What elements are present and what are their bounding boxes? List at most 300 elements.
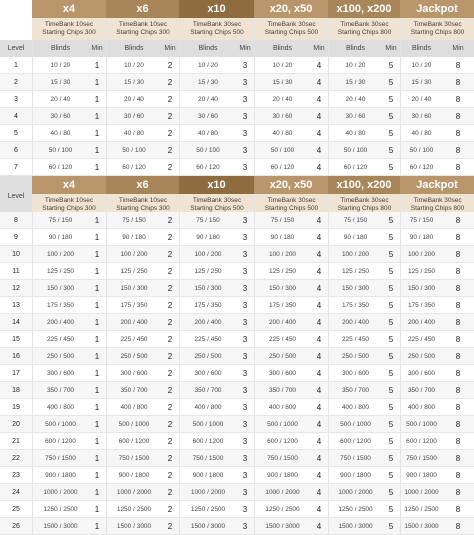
min-cell: 8 [442, 125, 474, 142]
min-cell: 2 [161, 382, 179, 399]
blinds-cell: 1000 / 2000 [32, 484, 88, 501]
level-cell: 23 [0, 467, 32, 484]
blinds-cell: 30 / 60 [328, 108, 382, 125]
min-cell: 3 [236, 74, 254, 91]
min-cell: 1 [88, 297, 106, 314]
blinds-cell: 75 / 150 [106, 212, 161, 229]
starting-chips-label: Starting Chips 800 [337, 29, 392, 36]
min-cell: 3 [236, 57, 254, 74]
min-cell: 1 [88, 229, 106, 246]
min-cell: 2 [161, 365, 179, 382]
blinds-cell: 200 / 400 [254, 314, 310, 331]
blinds-cell: 300 / 600 [32, 365, 88, 382]
min-cell: 5 [382, 467, 400, 484]
blinds-cell: 1000 / 2000 [328, 484, 382, 501]
min-cell: 4 [310, 91, 328, 108]
blinds-cell: 10 / 20 [106, 57, 161, 74]
level-cell: 11 [0, 263, 32, 280]
min-cell: 3 [236, 365, 254, 382]
blinds-cell: 175 / 350 [106, 297, 161, 314]
min-cell: 3 [236, 450, 254, 467]
blinds-cell: 1250 / 2500 [254, 501, 310, 518]
min-cell: 1 [88, 263, 106, 280]
group-header-3: x20, x50 [254, 0, 328, 18]
blinds-cell: 350 / 700 [179, 382, 236, 399]
blinds-cell: 200 / 400 [106, 314, 161, 331]
blinds-cell: 300 / 600 [400, 365, 442, 382]
min-cell: 2 [161, 467, 179, 484]
blinds-cell: 750 / 1500 [400, 450, 442, 467]
min-cell: 8 [442, 297, 474, 314]
min-cell: 4 [310, 399, 328, 416]
min-cell: 8 [442, 382, 474, 399]
min-cell: 3 [236, 314, 254, 331]
blinds-cell: 30 / 60 [106, 108, 161, 125]
min-cell: 3 [236, 433, 254, 450]
min-cell: 2 [161, 246, 179, 263]
min-cell: 1 [88, 142, 106, 159]
blinds-cell: 150 / 300 [179, 280, 236, 297]
min-cell: 3 [236, 467, 254, 484]
min-cell: 4 [310, 314, 328, 331]
blinds-cell: 225 / 450 [179, 331, 236, 348]
timebank-label: TimeBank 10sec [118, 21, 168, 28]
level-cell: 18 [0, 382, 32, 399]
min-cell: 2 [161, 229, 179, 246]
timebank-label: TimeBank 30sec [413, 197, 462, 204]
column-header-blinds: Blinds [254, 40, 310, 57]
blinds-cell: 60 / 120 [400, 159, 442, 176]
level-cell: 19 [0, 399, 32, 416]
blinds-cell: 175 / 350 [328, 297, 382, 314]
timebank-label: TimeBank 30sec [413, 21, 462, 28]
group-header-5: Jackpot [400, 176, 474, 194]
column-header-blinds: Blinds [400, 40, 442, 57]
min-cell: 8 [442, 263, 474, 280]
min-cell: 4 [310, 518, 328, 535]
level-cell: 13 [0, 297, 32, 314]
blinds-cell: 1500 / 3000 [106, 518, 161, 535]
blinds-cell: 400 / 800 [32, 399, 88, 416]
min-cell: 2 [161, 331, 179, 348]
min-cell: 5 [382, 348, 400, 365]
blinds-cell: 750 / 1500 [254, 450, 310, 467]
level-cell: 12 [0, 280, 32, 297]
min-cell: 4 [310, 74, 328, 91]
blinds-cell: 250 / 500 [328, 348, 382, 365]
blinds-cell: 900 / 1800 [106, 467, 161, 484]
min-cell: 8 [442, 314, 474, 331]
column-header-blinds: Blinds [32, 40, 88, 57]
blinds-cell: 200 / 400 [400, 314, 442, 331]
blinds-cell: 350 / 700 [328, 382, 382, 399]
blinds-cell: 900 / 1800 [254, 467, 310, 484]
group-subheader-1 [106, 18, 179, 40]
blinds-cell: 150 / 300 [32, 280, 88, 297]
blinds-cell: 600 / 1200 [400, 433, 442, 450]
min-cell: 2 [161, 57, 179, 74]
min-cell: 1 [88, 91, 106, 108]
min-cell: 1 [88, 501, 106, 518]
min-cell: 1 [88, 57, 106, 74]
timebank-label: TimeBank 30sec [267, 21, 316, 28]
blinds-cell: 1000 / 2000 [106, 484, 161, 501]
min-cell: 5 [382, 399, 400, 416]
min-cell: 1 [88, 74, 106, 91]
blinds-cell: 20 / 40 [32, 91, 88, 108]
min-cell: 4 [310, 212, 328, 229]
blinds-cell: 10 / 20 [400, 57, 442, 74]
min-cell: 2 [161, 263, 179, 280]
blinds-cell: 20 / 40 [328, 91, 382, 108]
group-header-0: x4 [32, 176, 106, 194]
timebank-label: TimeBank 30sec [267, 197, 316, 204]
blinds-cell: 500 / 1000 [254, 416, 310, 433]
blinds-cell: 1000 / 2000 [179, 484, 236, 501]
level-cell: 21 [0, 433, 32, 450]
min-cell: 3 [236, 348, 254, 365]
min-cell: 8 [442, 365, 474, 382]
blinds-cell: 20 / 40 [106, 91, 161, 108]
column-header-min: Min [442, 40, 474, 57]
min-cell: 3 [236, 416, 254, 433]
min-cell: 2 [161, 450, 179, 467]
blinds-cell: 125 / 250 [400, 263, 442, 280]
min-cell: 4 [310, 280, 328, 297]
blinds-cell: 500 / 1000 [328, 416, 382, 433]
level-cell: 25 [0, 501, 32, 518]
level-cell: 14 [0, 314, 32, 331]
min-cell: 2 [161, 297, 179, 314]
blinds-cell: 125 / 250 [328, 263, 382, 280]
min-cell: 4 [310, 57, 328, 74]
min-cell: 4 [310, 159, 328, 176]
blinds-cell: 600 / 1200 [328, 433, 382, 450]
column-header-blinds: Blinds [328, 40, 382, 57]
min-cell: 2 [161, 280, 179, 297]
min-cell: 5 [382, 263, 400, 280]
blinds-cell: 1000 / 2000 [254, 484, 310, 501]
blinds-cell: 150 / 300 [106, 280, 161, 297]
blinds-cell: 90 / 180 [179, 229, 236, 246]
blinds-cell: 90 / 180 [32, 229, 88, 246]
blinds-cell: 125 / 250 [254, 263, 310, 280]
level-cell: 17 [0, 365, 32, 382]
min-cell: 8 [442, 74, 474, 91]
header-corner [0, 0, 32, 40]
blinds-cell: 350 / 700 [400, 382, 442, 399]
min-cell: 4 [310, 450, 328, 467]
min-cell: 4 [310, 263, 328, 280]
blinds-cell: 90 / 180 [400, 229, 442, 246]
group-header-0: x4 [32, 0, 106, 18]
min-cell: 1 [88, 159, 106, 176]
group-subheader-0 [32, 18, 106, 40]
min-cell: 5 [382, 484, 400, 501]
starting-chips-label: Starting Chips 300 [42, 29, 96, 36]
min-cell: 8 [442, 280, 474, 297]
min-cell: 4 [310, 348, 328, 365]
min-cell: 5 [382, 450, 400, 467]
blinds-cell: 75 / 150 [400, 212, 442, 229]
blinds-cell: 10 / 20 [328, 57, 382, 74]
min-cell: 4 [310, 246, 328, 263]
min-cell: 4 [310, 501, 328, 518]
starting-chips-label: Starting Chips 800 [410, 29, 465, 36]
min-cell: 1 [88, 450, 106, 467]
blinds-cell: 400 / 800 [400, 399, 442, 416]
blinds-cell: 20 / 40 [254, 91, 310, 108]
min-cell: 8 [442, 159, 474, 176]
blinds-cell: 50 / 100 [106, 142, 161, 159]
blinds-cell: 175 / 350 [400, 297, 442, 314]
blinds-cell: 20 / 40 [400, 91, 442, 108]
blinds-cell: 60 / 120 [106, 159, 161, 176]
min-cell: 1 [88, 348, 106, 365]
blinds-cell: 15 / 30 [400, 74, 442, 91]
group-header-4: x100, x200 [328, 176, 400, 194]
blinds-cell: 150 / 300 [254, 280, 310, 297]
blinds-cell: 250 / 500 [400, 348, 442, 365]
blinds-cell: 50 / 100 [328, 142, 382, 159]
group-subheader-2 [179, 18, 254, 40]
blinds-cell: 15 / 30 [106, 74, 161, 91]
level-cell: 15 [0, 331, 32, 348]
min-cell: 5 [382, 125, 400, 142]
blinds-cell: 250 / 500 [179, 348, 236, 365]
min-cell: 1 [88, 212, 106, 229]
column-header-min: Min [382, 40, 400, 57]
blinds-cell: 40 / 80 [32, 125, 88, 142]
group-header-3: x20, x50 [254, 176, 328, 194]
column-header-min: Min [88, 40, 106, 57]
min-cell: 2 [161, 212, 179, 229]
blinds-cell: 40 / 80 [106, 125, 161, 142]
level-cell: 5 [0, 125, 32, 142]
blinds-cell: 225 / 450 [254, 331, 310, 348]
blinds-cell: 100 / 200 [179, 246, 236, 263]
blinds-cell: 600 / 1200 [179, 433, 236, 450]
blinds-cell: 1250 / 2500 [400, 501, 442, 518]
min-cell: 3 [236, 91, 254, 108]
min-cell: 5 [382, 331, 400, 348]
blinds-cell: 225 / 450 [106, 331, 161, 348]
blinds-cell: 40 / 80 [254, 125, 310, 142]
starting-chips-label: Starting Chips 500 [190, 205, 244, 212]
blinds-cell: 300 / 600 [106, 365, 161, 382]
min-cell: 3 [236, 518, 254, 535]
level-cell: 16 [0, 348, 32, 365]
min-cell: 8 [442, 450, 474, 467]
min-cell: 3 [236, 501, 254, 518]
group-subheader-3 [254, 18, 328, 40]
blinds-cell: 750 / 1500 [106, 450, 161, 467]
blinds-cell: 90 / 180 [254, 229, 310, 246]
starting-chips-label: Starting Chips 800 [410, 205, 465, 212]
min-cell: 2 [161, 108, 179, 125]
blinds-cell: 50 / 100 [400, 142, 442, 159]
min-cell: 4 [310, 229, 328, 246]
blinds-cell: 90 / 180 [106, 229, 161, 246]
blinds-cell: 600 / 1200 [32, 433, 88, 450]
min-cell: 4 [310, 382, 328, 399]
blinds-cell: 400 / 800 [328, 399, 382, 416]
min-cell: 3 [236, 297, 254, 314]
min-cell: 3 [236, 382, 254, 399]
min-cell: 3 [236, 246, 254, 263]
blinds-cell: 500 / 1000 [400, 416, 442, 433]
blinds-cell: 350 / 700 [32, 382, 88, 399]
blinds-cell: 100 / 200 [254, 246, 310, 263]
min-cell: 8 [442, 433, 474, 450]
blinds-cell: 15 / 30 [328, 74, 382, 91]
blinds-cell: 60 / 120 [254, 159, 310, 176]
min-cell: 3 [236, 331, 254, 348]
min-cell: 3 [236, 159, 254, 176]
min-cell: 8 [442, 518, 474, 535]
blinds-cell: 225 / 450 [328, 331, 382, 348]
level-cell: 4 [0, 108, 32, 125]
blinds-cell: 100 / 200 [400, 246, 442, 263]
level-cell: 22 [0, 450, 32, 467]
blinds-cell: 400 / 800 [254, 399, 310, 416]
min-cell: 3 [236, 484, 254, 501]
blinds-cell: 250 / 500 [106, 348, 161, 365]
blinds-cell: 1250 / 2500 [32, 501, 88, 518]
min-cell: 1 [88, 246, 106, 263]
level-cell: 1 [0, 57, 32, 74]
blinds-cell: 125 / 250 [106, 263, 161, 280]
blinds-cell: 75 / 150 [32, 212, 88, 229]
min-cell: 8 [442, 212, 474, 229]
blinds-cell: 1250 / 2500 [179, 501, 236, 518]
min-cell: 8 [442, 399, 474, 416]
level-cell: 10 [0, 246, 32, 263]
blinds-cell: 500 / 1000 [106, 416, 161, 433]
blinds-cell: 1500 / 3000 [400, 518, 442, 535]
min-cell: 3 [236, 399, 254, 416]
min-cell: 4 [310, 331, 328, 348]
blinds-cell: 200 / 400 [32, 314, 88, 331]
blinds-cell: 750 / 1500 [179, 450, 236, 467]
blinds-cell: 90 / 180 [328, 229, 382, 246]
blinds-cell: 1500 / 3000 [32, 518, 88, 535]
min-cell: 5 [382, 142, 400, 159]
starting-chips-label: Starting Chips 800 [337, 205, 392, 212]
min-cell: 3 [236, 108, 254, 125]
blinds-cell: 1500 / 3000 [179, 518, 236, 535]
min-cell: 1 [88, 125, 106, 142]
min-cell: 4 [310, 297, 328, 314]
blinds-cell: 250 / 500 [32, 348, 88, 365]
min-cell: 3 [236, 280, 254, 297]
blinds-cell: 150 / 300 [328, 280, 382, 297]
blinds-cell: 75 / 150 [179, 212, 236, 229]
min-cell: 5 [382, 416, 400, 433]
blinds-cell: 15 / 30 [179, 74, 236, 91]
min-cell: 5 [382, 74, 400, 91]
blinds-cell: 15 / 30 [254, 74, 310, 91]
blinds-cell: 900 / 1800 [179, 467, 236, 484]
min-cell: 8 [442, 91, 474, 108]
group-header-5: Jackpot [400, 0, 474, 18]
blinds-cell: 60 / 120 [328, 159, 382, 176]
min-cell: 2 [161, 399, 179, 416]
level-cell: 3 [0, 91, 32, 108]
min-cell: 4 [310, 142, 328, 159]
min-cell: 1 [88, 467, 106, 484]
min-cell: 8 [442, 467, 474, 484]
min-cell: 5 [382, 229, 400, 246]
timebank-label: TimeBank 30sec [340, 197, 389, 204]
column-header-min: Min [236, 40, 254, 57]
min-cell: 8 [442, 501, 474, 518]
blinds-cell: 15 / 30 [32, 74, 88, 91]
min-cell: 8 [442, 484, 474, 501]
min-cell: 5 [382, 382, 400, 399]
min-cell: 2 [161, 348, 179, 365]
column-header-min: Min [310, 40, 328, 57]
blinds-cell: 30 / 60 [400, 108, 442, 125]
blinds-cell: 175 / 350 [254, 297, 310, 314]
blinds-cell: 400 / 800 [106, 399, 161, 416]
level-cell: 6 [0, 142, 32, 159]
min-cell: 8 [442, 57, 474, 74]
blinds-cell: 1250 / 2500 [328, 501, 382, 518]
starting-chips-label: Starting Chips 300 [116, 29, 170, 36]
starting-chips-label: Starting Chips 300 [116, 205, 170, 212]
min-cell: 1 [88, 365, 106, 382]
group-header-1: x6 [106, 0, 179, 18]
blinds-cell: 750 / 1500 [328, 450, 382, 467]
blinds-cell: 100 / 200 [328, 246, 382, 263]
min-cell: 2 [161, 159, 179, 176]
min-cell: 8 [442, 348, 474, 365]
timebank-label: TimeBank 10sec [44, 21, 94, 28]
min-cell: 1 [88, 314, 106, 331]
blinds-cell: 250 / 500 [254, 348, 310, 365]
min-cell: 1 [88, 484, 106, 501]
blinds-cell: 225 / 450 [400, 331, 442, 348]
min-cell: 1 [88, 331, 106, 348]
blinds-cell: 200 / 400 [328, 314, 382, 331]
blinds-cell: 150 / 300 [400, 280, 442, 297]
min-cell: 3 [236, 142, 254, 159]
starting-chips-label: Starting Chips 500 [190, 29, 244, 36]
blinds-cell: 100 / 200 [106, 246, 161, 263]
min-cell: 8 [442, 229, 474, 246]
blinds-cell: 225 / 450 [32, 331, 88, 348]
timebank-label: TimeBank 10sec [118, 197, 168, 204]
blinds-cell: 900 / 1800 [32, 467, 88, 484]
blinds-cell: 20 / 40 [179, 91, 236, 108]
blinds-cell: 1500 / 3000 [254, 518, 310, 535]
min-cell: 1 [88, 108, 106, 125]
min-cell: 1 [88, 280, 106, 297]
blinds-cell: 30 / 60 [32, 108, 88, 125]
min-cell: 3 [236, 212, 254, 229]
repeat-header-level: Level [0, 176, 32, 216]
min-cell: 2 [161, 91, 179, 108]
min-cell: 4 [310, 125, 328, 142]
starting-chips-label: Starting Chips 500 [264, 205, 319, 212]
min-cell: 8 [442, 108, 474, 125]
blinds-cell: 50 / 100 [179, 142, 236, 159]
min-cell: 5 [382, 159, 400, 176]
blinds-cell: 300 / 600 [328, 365, 382, 382]
blinds-cell: 500 / 1000 [32, 416, 88, 433]
min-cell: 5 [382, 246, 400, 263]
